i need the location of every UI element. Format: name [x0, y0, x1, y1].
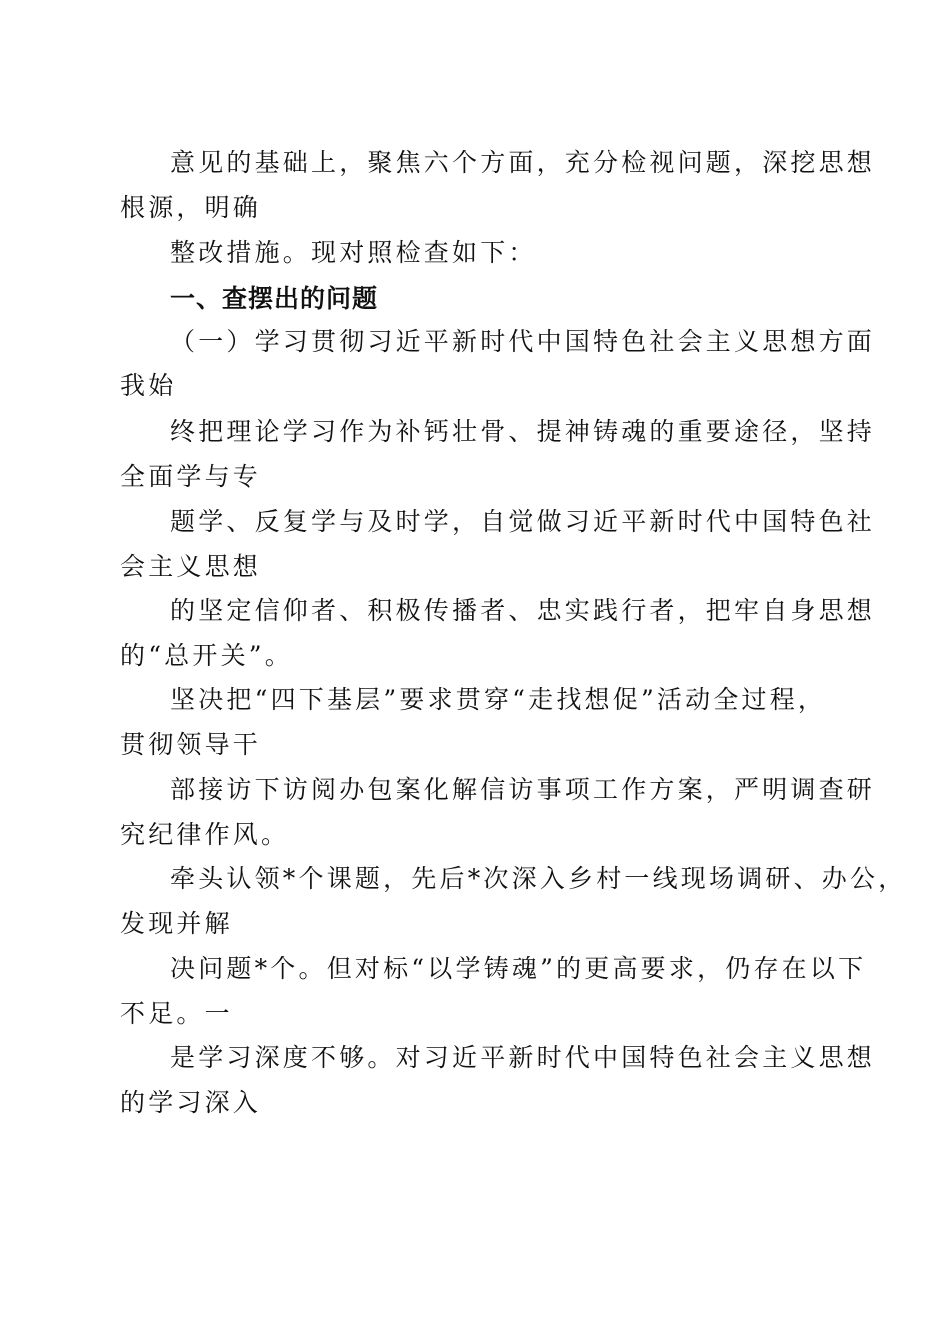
text-line: 题学、反复学与及时学，自觉做习近平新时代中国特色社	[170, 507, 876, 536]
text-line: 全面学与专	[120, 462, 262, 491]
text-line: 根源，明确	[120, 193, 262, 222]
subsection-heading: （一）学习贯彻习近平新时代中国特色社会主义思想方面	[170, 327, 876, 356]
text-line: 部接访下访阅办包案化解信访事项工作方案，严明调查研	[170, 775, 876, 804]
text-line: 终把理论学习作为补钙壮骨、提神铸魂的重要途径，坚持	[170, 417, 876, 446]
text-line: 的“总开关”。	[120, 641, 293, 670]
text-line: 牵头认领*个课题，先后*次深入乡村一线现场调研、办公，	[170, 864, 907, 893]
text-line: 的学习深入	[120, 1088, 262, 1117]
text-line: 是学习深度不够。对习近平新时代中国特色社会主义思想	[170, 1043, 876, 1072]
text-line: 我始	[120, 371, 177, 400]
section-heading: 一、查摆出的问题	[170, 284, 379, 313]
text-line: 贯彻领导干	[120, 730, 262, 759]
text-line: 究纪律作风。	[120, 820, 290, 849]
text-line: 坚决把“四下基层”要求贯穿“走找想促”活动全过程，	[170, 685, 827, 714]
text-line: 整改措施。现对照检查如下：	[170, 238, 537, 267]
text-line: 发现并解	[120, 909, 233, 938]
text-line: 意见的基础上，聚焦六个方面，充分检视问题，深挖思想	[170, 148, 876, 177]
text-line: 不足。一	[120, 999, 233, 1028]
text-line: 的坚定信仰者、积极传播者、忠实践行者，把牢自身思想	[170, 596, 876, 625]
text-line: 决问题*个。但对标“以学铸魂”的更高要求，仍存在以下	[170, 954, 867, 983]
text-line: 会主义思想	[120, 552, 262, 581]
